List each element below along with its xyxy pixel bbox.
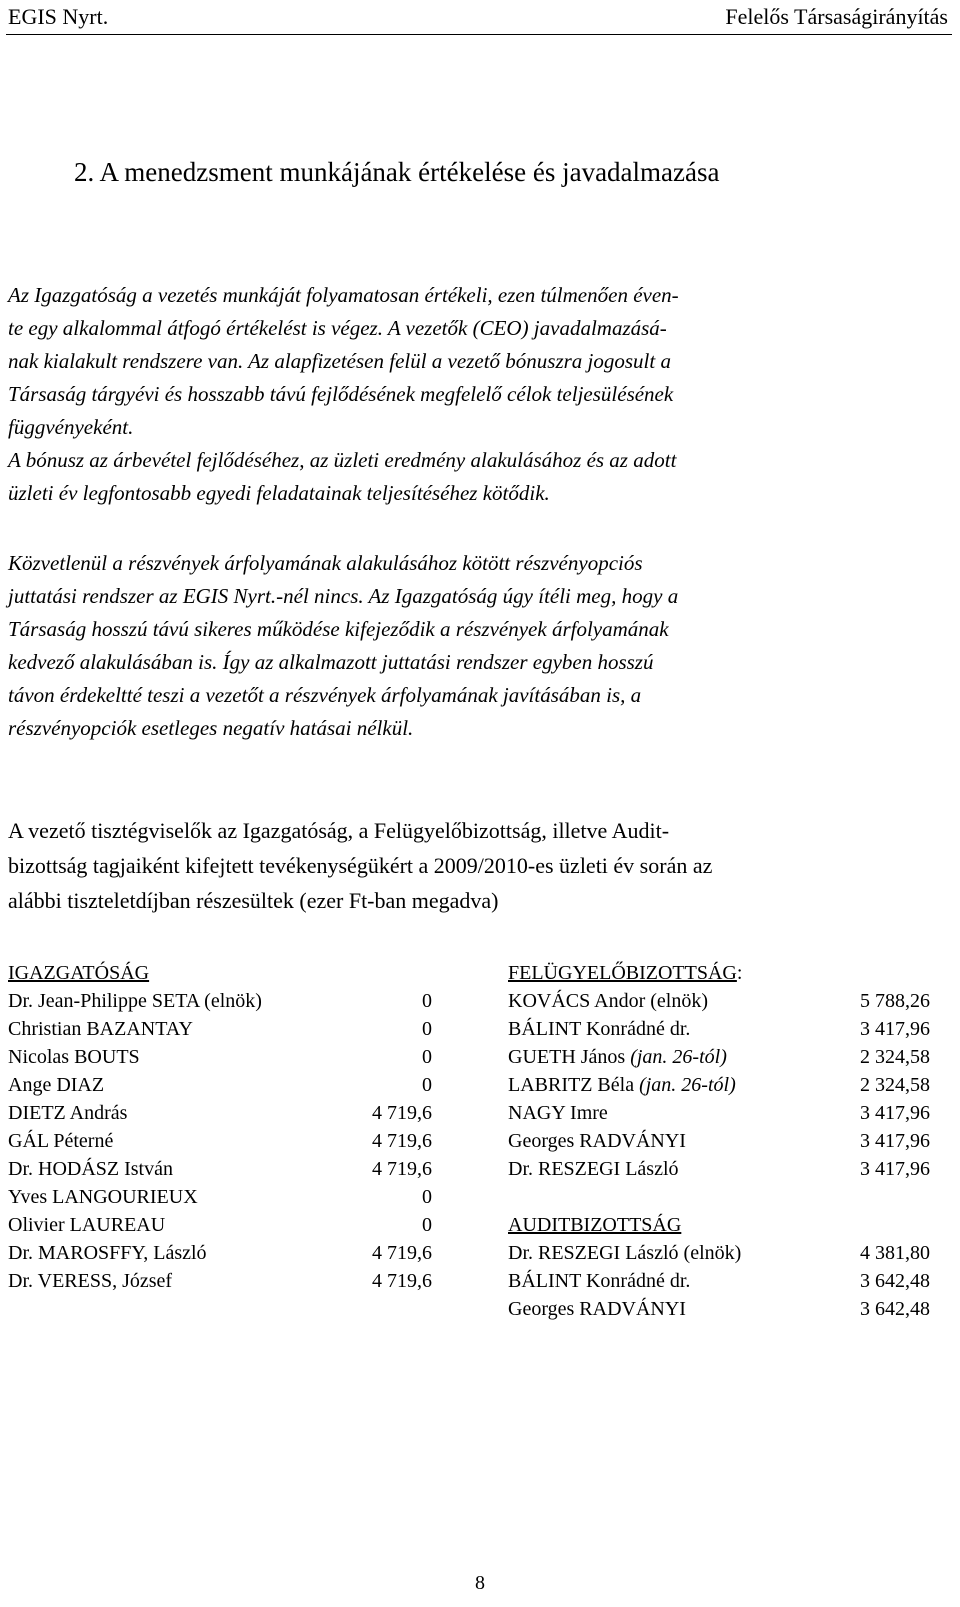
- audit-heading: AUDITBIZOTTSÁG: [508, 1214, 682, 1236]
- paragraph-line: A vezető tisztégviselők az Igazgatóság, a Felügyelőbizottság, illetve Audit-: [8, 818, 670, 843]
- paragraph-line: függvényeként.: [8, 415, 134, 439]
- list-item: Georges RADVÁNYI 3 417,96: [508, 1130, 930, 1152]
- list-item: Dr. RESZEGI László (elnök) 4 381,80: [508, 1242, 930, 1264]
- list-item: Nicolas BOUTS 0: [8, 1046, 432, 1068]
- list-item: BÁLINT Konrádné dr. 3 642,48: [508, 1270, 930, 1292]
- paragraph-line: juttatási rendszer az EGIS Nyrt.-nél nincs. Az Igazgatóság úgy ítéli meg, hogy a: [8, 584, 679, 608]
- paragraph-line: nak kialakult rendszere van. Az alapfizetésen felül a vezető bónuszra jogosult a: [8, 349, 671, 373]
- paragraph-line: A bónusz az árbevétel fejlődéséhez, az üzleti eredmény alakulásához és az adott: [8, 448, 677, 472]
- list-item: Dr. Jean-Philippe SETA (elnök) 0: [8, 990, 432, 1012]
- paragraph-line: te egy alkalommal átfogó értékelést is végez. A vezetők (CEO) javadalmazásá-: [8, 316, 667, 340]
- list-item: Georges RADVÁNYI 3 642,48: [508, 1298, 930, 1320]
- list-item: NAGY Imre 3 417,96: [508, 1102, 930, 1124]
- paragraph-line: Közvetlenül a részvények árfolyamának alakulásához kötött részvényopciós: [8, 551, 643, 575]
- paragraph-line: bizottság tagjaiként kifejtett tevékenységükért a 2009/2010-es üzleti év során az: [8, 853, 713, 878]
- header-company: EGIS Nyrt.: [8, 4, 109, 29]
- paragraph-line: alábbi tiszteletdíjban részesültek (ezer Ft-ban megadva): [8, 888, 499, 913]
- list-item: DIETZ András 4 719,6: [8, 1102, 432, 1124]
- list-item: KOVÁCS Andor (elnök) 5 788,26: [508, 990, 930, 1012]
- header-section: Felelős Társaságirányítás: [725, 4, 948, 29]
- list-item: BÁLINT Konrádné dr. 3 417,96: [508, 1018, 930, 1040]
- list-item: Ange DIAZ 0: [8, 1074, 432, 1096]
- paragraph-line: kedvező alakulásában is. Így az alkalmazott juttatási rendszer egyben hosszú: [8, 650, 654, 674]
- list-item: Dr. VERESS, József 4 719,6: [8, 1270, 432, 1292]
- paragraph-fees-intro: [8, 813, 948, 918]
- list-item: Dr. HODÁSZ István 4 719,6: [8, 1158, 432, 1180]
- list-item: Christian BAZANTAY 0: [8, 1018, 432, 1040]
- paragraph-line: részvényopciók esetleges negatív hatásai nélkül.: [8, 716, 414, 740]
- paragraph-line: Az Igazgatóság a vezetés munkáját folyamatosan értékeli, ezen túlmenően éven-: [8, 283, 679, 307]
- list-item: Olivier LAUREAU 0: [8, 1214, 432, 1236]
- paragraph-line: Társaság hosszú távú sikeres működése kifejeződik a részvények árfolyamának: [8, 617, 669, 641]
- list-item: GÁL Péterné 4 719,6: [8, 1130, 432, 1152]
- paragraph-evaluation: [8, 279, 948, 510]
- list-item: Dr. MAROSFFY, László 4 719,6: [8, 1242, 432, 1264]
- paragraph-stock-options: [8, 547, 948, 745]
- paragraph-line: üzleti év legfontosabb egyedi feladatainak teljesítéséhez kötődik.: [8, 481, 550, 505]
- paragraph-line: távon érdekeltté teszi a vezetőt a részvények árfolyamának javításában is, a: [8, 683, 642, 707]
- page-header: [0, 0, 960, 40]
- paragraph-line: Társaság tárgyévi és hosszabb távú fejlődésének megfelelő célok teljesülésének: [8, 382, 674, 406]
- page-number: 8: [475, 1572, 485, 1594]
- supervisory-heading: FELÜGYELŐBIZOTTSÁG:: [508, 962, 743, 984]
- section-title: 2. A menedzsment munkájának értékelése és javadalmazása: [74, 157, 720, 187]
- list-item: Dr. RESZEGI László 3 417,96: [508, 1158, 930, 1180]
- list-item: Yves LANGOURIEUX 0: [8, 1186, 432, 1208]
- list-item: LABRITZ Béla (jan. 26-tól) 2 324,58: [508, 1074, 930, 1096]
- header-rule: [6, 34, 952, 35]
- list-item: GUETH János (jan. 26-tól) 2 324,58: [508, 1046, 930, 1068]
- board-heading: IGAZGATÓSÁG: [8, 962, 150, 984]
